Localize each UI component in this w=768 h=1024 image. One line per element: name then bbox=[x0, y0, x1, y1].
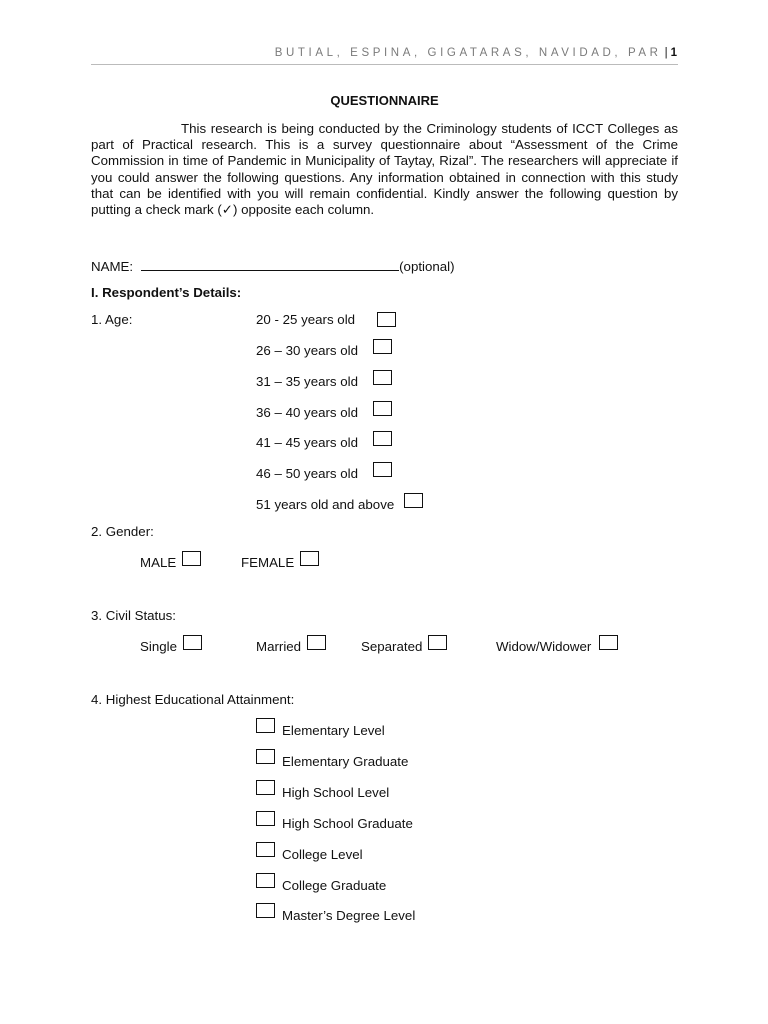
name-blank-line[interactable] bbox=[141, 258, 399, 271]
education-option-label: High School Level bbox=[282, 785, 390, 800]
education-option-label: Elementary Level bbox=[282, 723, 385, 738]
civil-status-question-label: 3. Civil Status: bbox=[91, 608, 176, 623]
name-row bbox=[91, 258, 455, 274]
civil-status-option-label: Married bbox=[256, 639, 302, 654]
civil-status-option-label: Separated bbox=[361, 639, 423, 654]
intro-paragraph: This research is being conducted by the Criminology students of ICCT Colleges as part of Practical research. This is a survey questionnaire about “Assessment of the Crime Commission in time of Pandemic in Municipality of Taytay, Rizal”. The researchers will appreciate if you could answer the following questions. Any information obtained in connection with this study that can be identified with you will remain confidential. Kindly answer the following question by putting a check mark (✓) opposite each column. bbox=[91, 121, 678, 218]
age-checkbox[interactable] bbox=[373, 431, 392, 446]
civil-status-single-checkbox[interactable] bbox=[183, 635, 202, 650]
header-authors: BUTIAL, ESPINA, GIGATARAS, NAVIDAD, PAR bbox=[274, 47, 662, 59]
education-checkbox[interactable] bbox=[256, 842, 275, 857]
age-option-label: 46 – 50 years old bbox=[256, 466, 359, 481]
civil-status-separated-checkbox[interactable] bbox=[428, 635, 447, 650]
education-checkbox[interactable] bbox=[256, 903, 275, 918]
education-checkbox[interactable] bbox=[256, 718, 275, 733]
civil-status-married-checkbox[interactable] bbox=[307, 635, 326, 650]
age-option-label: 20 - 25 years old bbox=[256, 312, 356, 327]
gender-question-label: 2. Gender: bbox=[91, 524, 154, 539]
gender-male-checkbox[interactable] bbox=[182, 551, 201, 566]
civil-status-option-label: Single bbox=[140, 639, 177, 654]
age-option-label: 26 – 30 years old bbox=[256, 343, 359, 358]
page-header bbox=[275, 47, 677, 59]
age-checkbox[interactable] bbox=[373, 462, 392, 477]
education-checkbox[interactable] bbox=[256, 873, 275, 888]
section-heading: I. Respondent’s Details: bbox=[91, 285, 242, 300]
education-question-label: 4. Highest Educational Attainment: bbox=[91, 692, 295, 707]
age-option-label: 36 – 40 years old bbox=[256, 405, 359, 420]
gender-option-label: MALE bbox=[140, 555, 177, 570]
education-option-label: College Graduate bbox=[282, 878, 387, 893]
age-question-label: 1. Age: bbox=[91, 312, 133, 327]
education-option-label: Elementary Graduate bbox=[282, 754, 409, 769]
education-option-label: College Level bbox=[282, 847, 363, 862]
age-option-label: 51 years old and above bbox=[256, 497, 395, 512]
gender-option-label: FEMALE bbox=[241, 555, 295, 570]
age-option-label: 31 – 35 years old bbox=[256, 374, 359, 389]
age-checkbox[interactable] bbox=[373, 370, 392, 385]
education-checkbox[interactable] bbox=[256, 749, 275, 764]
gender-female-checkbox[interactable] bbox=[300, 551, 319, 566]
page-title: QUESTIONNAIRE bbox=[330, 93, 439, 108]
age-checkbox[interactable] bbox=[373, 339, 392, 354]
education-checkbox[interactable] bbox=[256, 780, 275, 795]
civil-status-option-label: Widow/Widower bbox=[496, 639, 592, 654]
header-separator: | bbox=[664, 47, 668, 59]
header-rule bbox=[91, 64, 678, 65]
civil-status-widow-checkbox[interactable] bbox=[599, 635, 618, 650]
page-number: 1 bbox=[670, 47, 677, 59]
age-checkbox[interactable] bbox=[404, 493, 423, 508]
name-optional-note: (optional) bbox=[399, 259, 455, 274]
age-option-label: 41 – 45 years old bbox=[256, 435, 359, 450]
education-checkbox[interactable] bbox=[256, 811, 275, 826]
age-checkbox[interactable] bbox=[373, 401, 392, 416]
name-label: NAME: bbox=[91, 259, 134, 274]
education-option-label: Master’s Degree Level bbox=[282, 908, 416, 923]
education-option-label: High School Graduate bbox=[282, 816, 413, 831]
age-checkbox[interactable] bbox=[377, 312, 396, 327]
